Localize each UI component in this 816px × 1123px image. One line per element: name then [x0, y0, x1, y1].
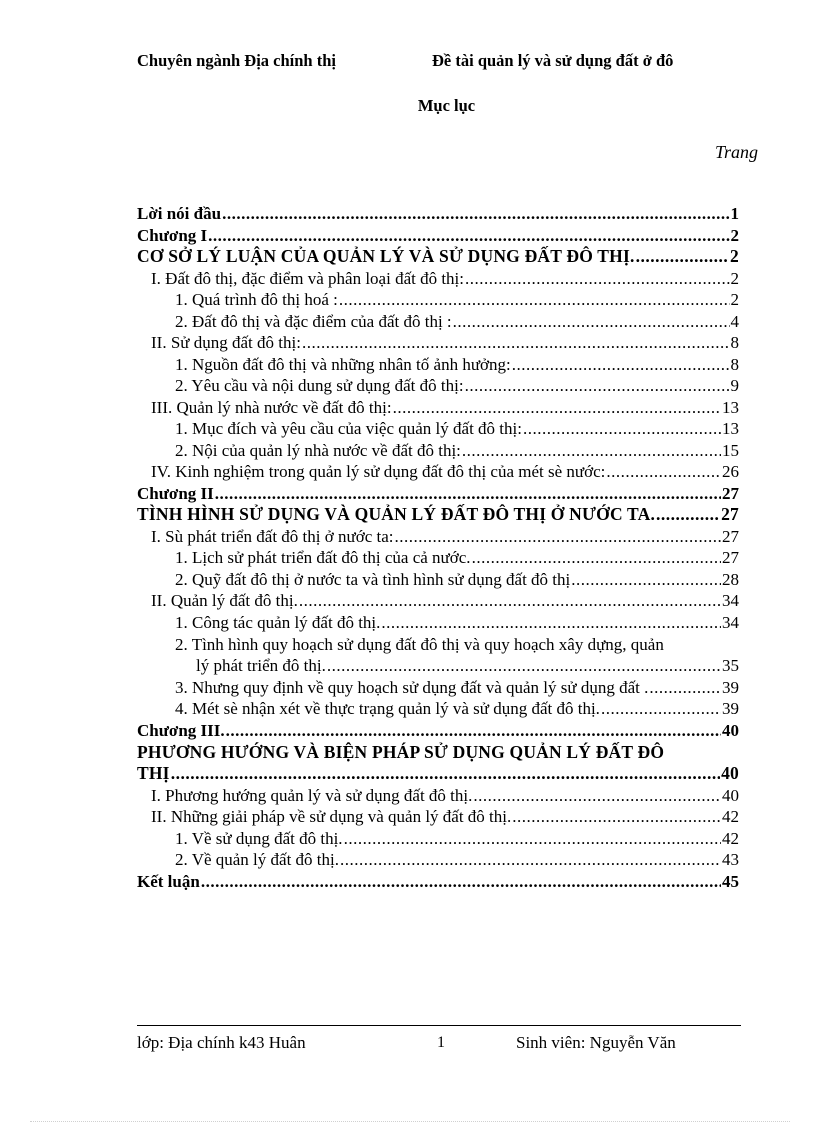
toc-entry[interactable]: [137, 268, 739, 290]
toc-entry-text: 2. Tình hình quy hoạch sử dụng đất đô thị và quy hoạch xây dựng, quản: [175, 634, 664, 654]
toc-entry[interactable]: [137, 397, 739, 419]
toc-entry-text: II. Những giải pháp về sử dụng và quản lý đất đô thị.: [151, 807, 512, 826]
toc-entry-page: 2: [730, 246, 739, 266]
toc-entry-page: 1: [730, 204, 739, 223]
toc-entry-page: 13: [722, 397, 739, 417]
toc-entry-page: 42: [722, 828, 739, 848]
toc-entry-text: 1. Lịch sử phát triển đất đô thị của cả nước.: [175, 548, 471, 567]
toc-entry-text: Chương III.: [137, 720, 225, 740]
toc-entry[interactable]: [137, 849, 739, 871]
footer-class: lớp: Địa chính k43 Huân: [137, 1033, 306, 1052]
toc-entry-text: II. Sử dụng đất đô thị:: [151, 333, 301, 352]
toc-entry-page: 27: [721, 504, 739, 524]
toc-entry-conclusion[interactable]: [137, 871, 739, 893]
toc-entry-text: 2. Đất đô thị và đặc điểm của đất đô thị :: [175, 311, 452, 331]
toc-entry-text: THỊ: [137, 763, 170, 783]
toc-entry[interactable]: [137, 461, 739, 483]
toc-entry-page: 8: [730, 354, 739, 374]
toc-entry-page: 27: [722, 483, 739, 503]
toc-entry-page: 2: [730, 268, 739, 288]
toc-entry-text: Lời nói đầu: [137, 204, 222, 223]
table-of-contents: [137, 203, 739, 892]
toc-entry-page: 2: [730, 290, 739, 309]
toc-entry-page: 39: [722, 699, 739, 718]
page-title: Mục lục: [417, 96, 476, 115]
toc-entry[interactable]: [137, 547, 739, 569]
toc-entry-text: II. Quản lý đất đô thị.: [151, 591, 298, 610]
toc-entry-page: 39: [722, 677, 739, 697]
toc-entry-page: 43: [722, 850, 739, 869]
toc-entry[interactable]: [137, 806, 739, 828]
toc-entry-page: 2: [730, 225, 739, 245]
toc-entry-page: 8: [730, 333, 739, 352]
toc-entry-text: 2. Nội của quản lý nhà nước về đất đô thị:: [175, 440, 461, 460]
toc-entry-text: 1. Mục đích và yêu cầu của việc quản lý đất đô thị:: [175, 419, 522, 438]
toc-entry[interactable]: [137, 569, 739, 591]
toc-entry-text: Kết luận: [137, 871, 200, 891]
toc-entry-page: 34: [722, 612, 739, 632]
toc-entry[interactable]: [137, 289, 739, 311]
toc-entry-page: 42: [722, 807, 739, 826]
toc-entry-page: 26: [722, 462, 739, 481]
toc-entry-continuation[interactable]: [137, 655, 739, 677]
toc-entry-page: 45: [722, 871, 739, 891]
toc-entry-page: 27: [722, 526, 739, 546]
toc-entry[interactable]: [137, 440, 739, 462]
toc-entry-text: 1. Quá trình đô thị hoá :: [175, 290, 338, 309]
toc-entry-page: 4: [730, 311, 739, 331]
toc-entry-chapter-1[interactable]: [137, 225, 739, 247]
header-topic: Đề tài quản lý và sử dụng đất ở đô: [432, 51, 674, 70]
toc-entry-page: 40: [722, 720, 739, 740]
toc-entry[interactable]: [137, 375, 739, 397]
toc-entry[interactable]: [137, 354, 739, 376]
toc-entry-page: 28: [722, 569, 739, 589]
toc-entry-text: 4. Mét sè nhận xét về thực trạng quản lý và sử dụng đất đô thị.: [175, 699, 600, 718]
footer-divider: [137, 1025, 741, 1026]
toc-entry-page: 34: [722, 591, 739, 610]
page-bottom-divider: [30, 1121, 790, 1122]
toc-entry[interactable]: [137, 677, 739, 699]
toc-entry-chapter-3-title[interactable]: [137, 741, 739, 763]
page-column-label: Trang: [714, 142, 758, 162]
header-major: Chuyên ngành Địa chính thị: [137, 51, 336, 70]
toc-entry-page: 13: [722, 419, 739, 438]
toc-entry-text: 3. Nhưng quy định về quy hoạch sử dụng đất và quản lý sử dụng đất .: [175, 677, 649, 697]
toc-entry-preface[interactable]: [137, 203, 739, 225]
toc-entry-chapter-2[interactable]: [137, 483, 739, 505]
toc-entry-wrapped[interactable]: [137, 633, 739, 655]
toc-entry-text: 1. Về sử dụng đất đô thị.: [175, 828, 343, 848]
toc-entry-text: lý phát triển đô thị.: [196, 656, 326, 675]
footer-page-number: 1: [437, 1034, 445, 1051]
toc-entry-chapter-1-title[interactable]: [137, 246, 739, 268]
toc-entry-text: I. Đất đô thị, đặc điểm và phân loại đất đô thị:: [151, 268, 465, 288]
toc-entry-continuation[interactable]: [137, 763, 739, 785]
toc-entry[interactable]: [137, 526, 739, 548]
toc-entry-page: 40: [722, 785, 739, 805]
toc-entry-text: PHƯƠNG HƯỚNG VÀ BIỆN PHÁP SỬ DỤNG QUẢN LÝ ĐẤT ĐÔ: [137, 741, 665, 762]
toc-entry-page: 15: [722, 440, 739, 460]
toc-entry-chapter-2-title[interactable]: [137, 504, 739, 526]
toc-entry-text: CƠ SỞ LÝ LUẬN CỦA QUẢN LÝ VÀ SỬ DỤNG ĐẤT ĐÔ THỊ.: [137, 246, 635, 266]
footer-student: Sinh viên: Nguyễn Văn: [516, 1033, 676, 1052]
toc-entry-text: IV. Kinh nghiệm trong quản lý sử dụng đất đô thị của mét sè nước:: [151, 462, 606, 481]
toc-entry[interactable]: [137, 612, 739, 634]
toc-entry-text: I. Sù phát triển đất đô thị ở nước ta:: [151, 526, 394, 546]
toc-entry-text: 2. Quỹ đất đô thị ở nước ta và tình hình sử dụng đất đô thị: [175, 569, 571, 589]
toc-entry[interactable]: [137, 311, 739, 333]
toc-entry[interactable]: [137, 418, 739, 440]
toc-entry-text: 1. Nguồn đất đô thị và những nhân tố ảnh hưởng:: [175, 354, 511, 374]
toc-entry-page: 27: [722, 548, 739, 567]
toc-entry-text: Chương II: [137, 483, 214, 503]
toc-entry[interactable]: [137, 698, 739, 720]
toc-entry[interactable]: [137, 590, 739, 612]
toc-entry-chapter-3[interactable]: [137, 720, 739, 742]
toc-entry-text: III. Quản lý nhà nước về đất đô thị:: [151, 397, 392, 417]
toc-entry-text: 2. Yêu cầu và nội dung sử dụng đất đô thị:: [175, 376, 464, 395]
toc-entry-text: I. Phương hướng quản lý và sử dụng đất đô thị.: [151, 785, 473, 805]
toc-entry[interactable]: [137, 332, 739, 354]
toc-entry[interactable]: [137, 828, 739, 850]
toc-entry-text: 2. Về quản lý đất đô thị.: [175, 850, 339, 869]
toc-entry[interactable]: [137, 785, 739, 807]
toc-entry-page: 9: [730, 376, 739, 395]
toc-entry-text: 1. Công tác quản lý đất đô thị.: [175, 612, 381, 632]
toc-entry-page: 40: [721, 763, 739, 783]
toc-entry-page: 35: [722, 656, 739, 675]
toc-entry-text: TÌNH HÌNH SỬ DỤNG VÀ QUẢN LÝ ĐẤT ĐÔ THỊ Ở NƯỚC TA.: [137, 504, 656, 524]
toc-entry-text: Chương I: [137, 225, 208, 245]
